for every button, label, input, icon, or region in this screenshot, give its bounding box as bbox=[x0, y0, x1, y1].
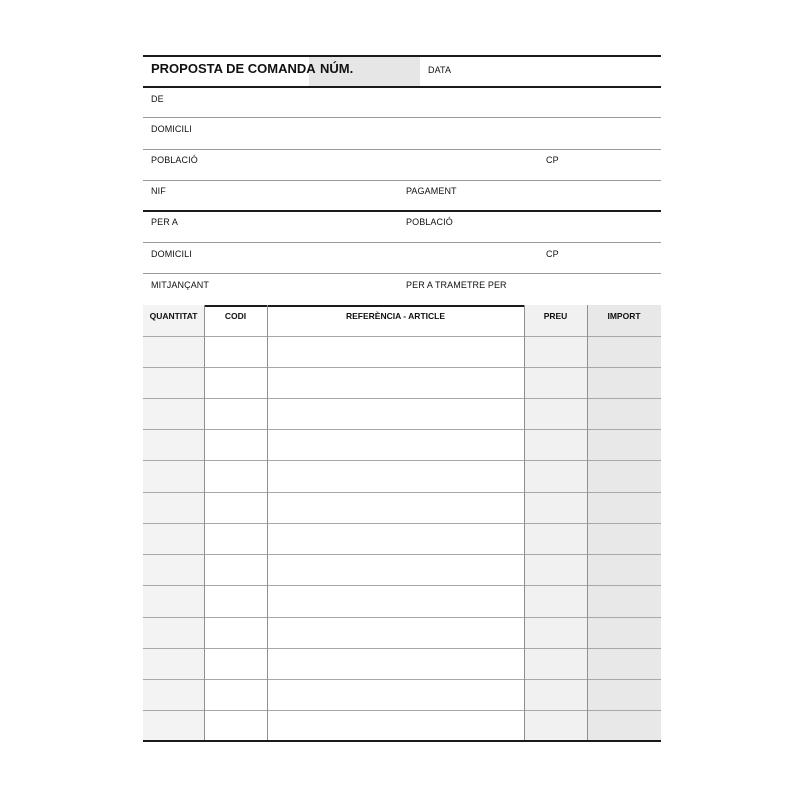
table-row[interactable] bbox=[143, 554, 661, 555]
section-rule bbox=[143, 210, 661, 212]
pagament-label: PAGAMENT bbox=[406, 186, 457, 196]
mitjancant-label: MITJANÇANT bbox=[151, 280, 209, 290]
number-label: NÚM. bbox=[320, 61, 354, 76]
trametre-label: PER A TRAMETRE PER bbox=[406, 280, 507, 290]
table-row[interactable] bbox=[143, 398, 661, 399]
column-divider bbox=[587, 305, 588, 742]
column-divider bbox=[204, 305, 205, 742]
table-row[interactable] bbox=[143, 492, 661, 493]
column-header-import: IMPORT bbox=[607, 311, 641, 321]
column-header-preu: PREU bbox=[543, 311, 568, 321]
nif-label: NIF bbox=[151, 186, 166, 196]
table-row[interactable] bbox=[143, 648, 661, 649]
header-rule bbox=[143, 86, 661, 88]
column-header-referencia: REFERÈNCIA - ARTICLE bbox=[345, 311, 445, 321]
poblacio-destination-label: POBLACIÓ bbox=[406, 217, 453, 227]
table-row[interactable] bbox=[143, 336, 661, 337]
de-label: DE bbox=[151, 94, 164, 104]
row-divider bbox=[143, 273, 661, 274]
column-divider bbox=[267, 305, 268, 742]
column-header-codi: CODI bbox=[224, 311, 247, 321]
cp-label: CP bbox=[546, 155, 559, 165]
table-row[interactable] bbox=[143, 710, 661, 711]
column-divider bbox=[524, 305, 525, 742]
date-label: DATA bbox=[428, 65, 452, 75]
poblacio-label: POBLACIÓ bbox=[151, 155, 198, 165]
table-row[interactable] bbox=[143, 585, 661, 586]
row-divider bbox=[143, 149, 661, 150]
table-row[interactable] bbox=[143, 679, 661, 680]
domicili-label: DOMICILI bbox=[151, 124, 192, 134]
column-header-quantitat: QUANTITAT bbox=[149, 311, 198, 321]
cp-destination-label: CP bbox=[546, 249, 559, 259]
form-title: PROPOSTA DE COMANDA bbox=[151, 61, 316, 76]
table-row[interactable] bbox=[143, 523, 661, 524]
domicili-destination-label: DOMICILI bbox=[151, 249, 192, 259]
table-bottom-rule bbox=[143, 740, 661, 742]
items-table bbox=[143, 305, 661, 742]
table-row[interactable] bbox=[143, 367, 661, 368]
row-divider bbox=[143, 180, 661, 181]
table-row[interactable] bbox=[143, 617, 661, 618]
row-divider bbox=[143, 117, 661, 118]
table-row[interactable] bbox=[143, 429, 661, 430]
per-a-label: PER A bbox=[151, 217, 179, 227]
row-divider bbox=[143, 242, 661, 243]
table-row[interactable] bbox=[143, 460, 661, 461]
